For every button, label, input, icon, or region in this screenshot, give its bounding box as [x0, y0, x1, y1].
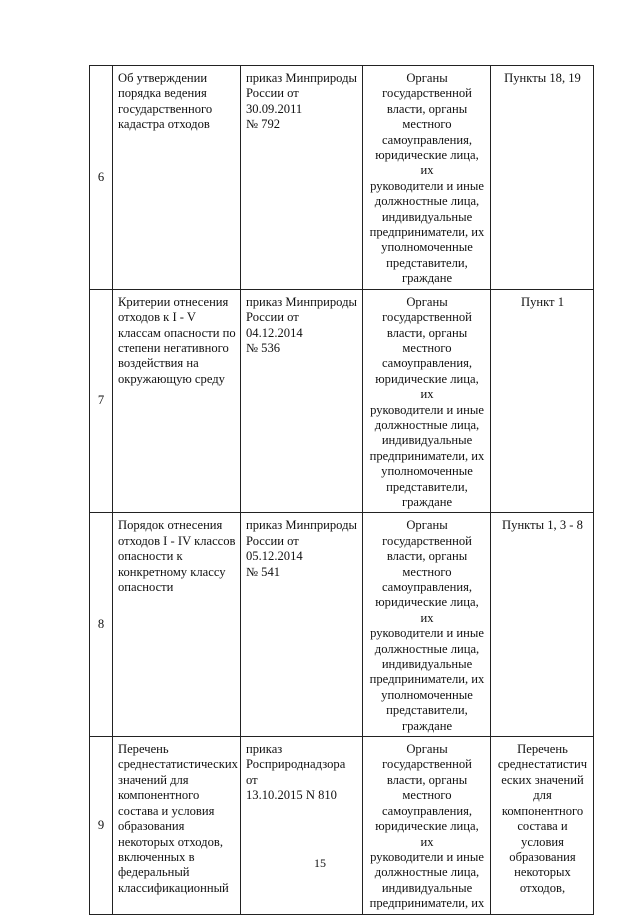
subjects-cell: Органы государственной власти, органы местного самоуправления, юридические лица, их руководители и иные должностные лица, индивидуальные предприниматели, их уполномоченные представители, граждане — [363, 289, 491, 513]
order-reference: приказ Минприроды России от 05.12.2014 № 541 — [241, 513, 363, 737]
document-title: Об утверждении порядка ведения государственного кадастра отходов — [113, 66, 241, 290]
points-cell: Пункты 1, 3 - 8 — [491, 513, 594, 737]
points-cell: Перечень среднестатистич eских значений для компонентного состава и условия образования некоторых отходов, — [491, 737, 594, 914]
table-row — [90, 289, 594, 513]
row-number: 6 — [90, 66, 113, 290]
document-title: Перечень среднестатистических значений для компонентного состава и условия образования некоторых отходов, включенных в федеральный классификационный — [113, 737, 241, 914]
order-reference: приказ Минприроды России от 04.12.2014 № 536 — [241, 289, 363, 513]
subjects-cell: Органы государственной власти, органы местного самоуправления, юридические лица, их руководители и иные должностные лица, индивидуальные предприниматели, их — [363, 737, 491, 914]
table-row — [90, 66, 594, 290]
table-row — [90, 513, 594, 737]
document-title: Порядок отнесения отходов I - IV классов опасности к конкретному классу опасности — [113, 513, 241, 737]
order-reference: приказ Росприроднадзора от 13.10.2015 N 810 — [241, 737, 363, 914]
subjects-cell: Органы государственной власти, органы местного самоуправления, юридические лица, их руководители и иные должностные лица, индивидуальные предприниматели, их уполномоченные представители, граждане — [363, 66, 491, 290]
order-reference: приказ Минприроды России от 30.09.2011 № 792 — [241, 66, 363, 290]
points-cell: Пункты 18, 19 — [491, 66, 594, 290]
row-number: 7 — [90, 289, 113, 513]
row-number: 9 — [90, 737, 113, 914]
regulations-table — [89, 65, 594, 915]
subjects-cell: Органы государственной власти, органы местного самоуправления, юридические лица, их руководители и иные должностные лица, индивидуальные предприниматели, их уполномоченные представители, граждане — [363, 513, 491, 737]
document-title: Критерии отнесения отходов к I - V классам опасности по степени негативного воздействия на окружающую среду — [113, 289, 241, 513]
table-row — [90, 737, 594, 914]
row-number: 8 — [90, 513, 113, 737]
page-number: 15 — [314, 856, 326, 870]
points-cell: Пункт 1 — [491, 289, 594, 513]
